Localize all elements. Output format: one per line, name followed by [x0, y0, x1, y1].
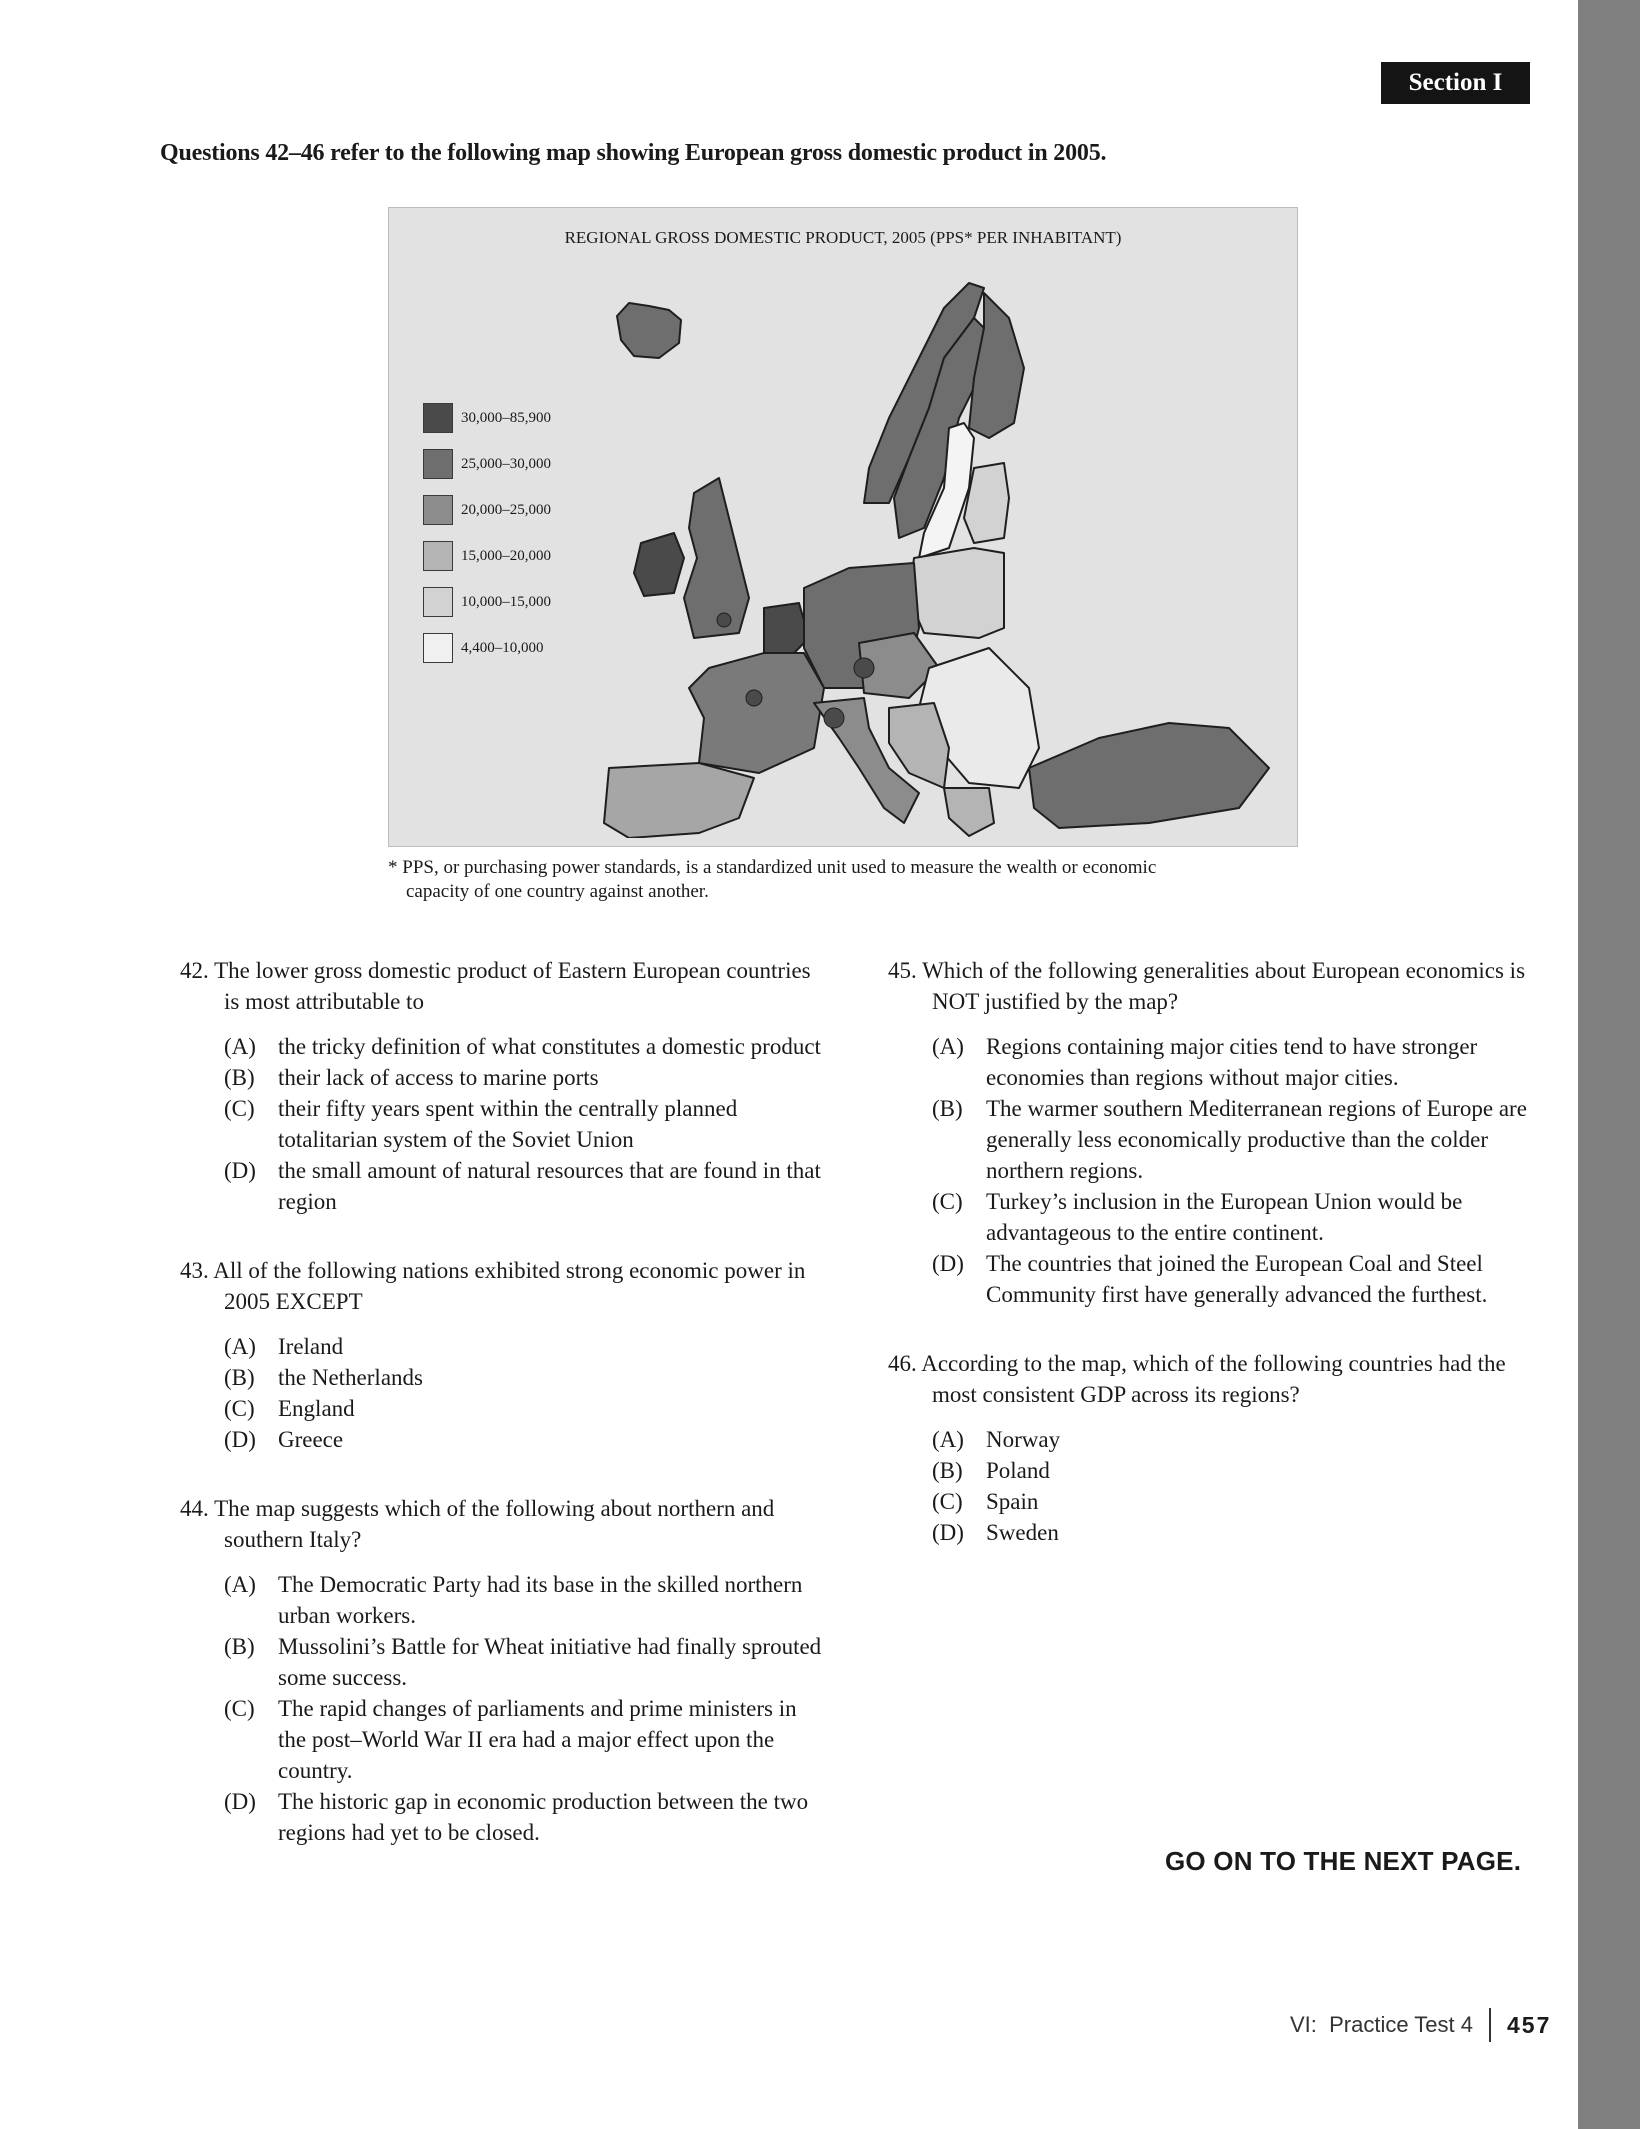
page-number: 457 — [1507, 2011, 1552, 2038]
answer-choice[interactable] — [224, 1062, 830, 1093]
answer-choice[interactable] — [932, 1486, 1533, 1517]
map-footnote — [388, 856, 1288, 904]
answer-choice[interactable] — [224, 1569, 830, 1631]
footer-chapter: VI: Practice Test 4 — [1290, 2012, 1474, 2037]
answer-choice[interactable] — [224, 1693, 830, 1786]
question-stem — [180, 1493, 830, 1555]
region-uk — [684, 478, 749, 638]
choice-text: their lack of access to marine ports — [278, 1065, 599, 1090]
answer-choice[interactable] — [932, 1424, 1533, 1455]
choice-text: Mussolini’s Battle for Wheat initiative had finally sprouted some success. — [278, 1634, 822, 1690]
region-south-germany — [854, 658, 874, 678]
legend-item — [423, 441, 551, 487]
choice-letter: (B) — [932, 1096, 963, 1121]
question-number: 45. — [888, 958, 917, 983]
region-france — [689, 653, 824, 773]
answer-choices — [180, 1031, 830, 1217]
question-number: 46. — [888, 1351, 917, 1376]
question-text: According to the map, which of the following countries had the most consistent GDP across its regions? — [921, 1351, 1506, 1407]
legend-swatch — [423, 495, 453, 525]
answer-choice[interactable] — [224, 1393, 830, 1424]
question-text: All of the following nations exhibited strong economic power in 2005 EXCEPT — [213, 1258, 806, 1314]
choice-text: Regions containing major cities tend to have stronger economies than regions without major cities. — [986, 1034, 1478, 1090]
region-london — [717, 613, 731, 627]
question-number: 44. — [180, 1496, 209, 1521]
question-number: 43. — [180, 1258, 209, 1283]
choice-letter: (B) — [224, 1634, 255, 1659]
page-footer — [1290, 2008, 1551, 2042]
legend-label: 10,000–15,000 — [461, 593, 551, 610]
question-stem — [888, 1348, 1533, 1410]
section-tab: Section I — [1381, 62, 1530, 104]
choice-letter: (A) — [932, 1034, 964, 1059]
choice-text: Spain — [986, 1489, 1039, 1514]
choice-text: The historic gap in economic production between the two regions had yet to be closed. — [278, 1789, 809, 1845]
choice-letter: (C) — [224, 1096, 255, 1121]
region-greece — [944, 788, 994, 836]
choice-text: The Democratic Party had its base in the skilled northern urban workers. — [278, 1572, 803, 1628]
choice-text: Poland — [986, 1458, 1050, 1483]
legend-item — [423, 625, 551, 671]
map-legend — [423, 395, 551, 671]
question-stem — [180, 1255, 830, 1317]
region-iberia — [604, 763, 754, 838]
answer-choice[interactable] — [224, 1031, 830, 1062]
choice-text: The rapid changes of parliaments and prime ministers in the post–World War II era had a major effect upon the country. — [278, 1696, 797, 1783]
choice-text: Norway — [986, 1427, 1061, 1452]
question-stem — [180, 955, 830, 1017]
answer-choice[interactable] — [224, 1331, 830, 1362]
answer-choice[interactable] — [224, 1631, 830, 1693]
footnote-line-1: * PPS, or purchasing power standards, is a standardized unit used to measure the wealth or economic — [388, 857, 1157, 878]
legend-item — [423, 579, 551, 625]
question-text: Which of the following generalities about European economics is NOT justified by the map? — [922, 958, 1526, 1014]
gdp-map-figure — [388, 207, 1298, 847]
choice-letter: (C) — [932, 1189, 963, 1214]
region-ireland — [634, 533, 684, 596]
choice-text: the tricky definition of what constitutes a domestic product — [278, 1034, 821, 1059]
legend-swatch — [423, 633, 453, 663]
footer-divider — [1489, 2008, 1491, 2042]
answer-choices — [888, 1031, 1533, 1310]
question-42 — [180, 955, 830, 1217]
choice-text: the small amount of natural resources that are found in that region — [278, 1158, 821, 1214]
choice-text: the Netherlands — [278, 1365, 423, 1390]
answer-choice[interactable] — [224, 1362, 830, 1393]
region-benelux — [764, 603, 809, 658]
region-north-italy — [824, 708, 844, 728]
region-poland — [909, 548, 1004, 638]
question-46 — [888, 1348, 1533, 1548]
region-turkey — [1029, 723, 1269, 828]
region-paris — [746, 690, 762, 706]
legend-label: 15,000–20,000 — [461, 547, 551, 564]
question-44 — [180, 1493, 830, 1848]
right-column — [888, 955, 1533, 1586]
legend-swatch — [423, 587, 453, 617]
region-finland — [969, 293, 1024, 438]
answer-choice[interactable] — [932, 1031, 1533, 1093]
legend-item — [423, 487, 551, 533]
choice-text: their fifty years spent within the centrally planned totalitarian system of the Soviet Union — [278, 1096, 738, 1152]
choice-letter: (B) — [224, 1065, 255, 1090]
answer-choice[interactable] — [224, 1786, 830, 1848]
legend-label: 25,000–30,000 — [461, 455, 551, 472]
legend-swatch — [423, 541, 453, 571]
choice-letter: (C) — [224, 1696, 255, 1721]
answer-choice[interactable] — [224, 1424, 830, 1455]
choice-letter: (C) — [224, 1396, 255, 1421]
europe-map — [589, 248, 1289, 838]
choice-text: Ireland — [278, 1334, 344, 1359]
choice-letter: (D) — [932, 1520, 964, 1545]
choice-letter: (D) — [224, 1427, 256, 1452]
question-stem — [888, 955, 1533, 1017]
choice-letter: (A) — [932, 1427, 964, 1452]
go-on-next-page: GO ON TO THE NEXT PAGE. — [1165, 1846, 1522, 1876]
answer-choices — [180, 1569, 830, 1848]
question-number: 42. — [180, 958, 209, 983]
legend-item — [423, 533, 551, 579]
choice-letter: (D) — [224, 1789, 256, 1814]
answer-choice[interactable] — [932, 1248, 1533, 1310]
choice-text: England — [278, 1396, 355, 1421]
answer-choice[interactable] — [932, 1186, 1533, 1248]
answer-choice[interactable] — [932, 1455, 1533, 1486]
legend-label: 30,000–85,900 — [461, 409, 551, 426]
question-text: The map suggests which of the following about northern and southern Italy? — [214, 1496, 775, 1552]
choice-text: Sweden — [986, 1520, 1059, 1545]
choice-letter: (C) — [932, 1489, 963, 1514]
legend-label: 4,400–10,000 — [461, 639, 544, 656]
answer-choices — [180, 1331, 830, 1455]
choice-letter: (B) — [224, 1365, 255, 1390]
answer-choice[interactable] — [224, 1155, 830, 1217]
legend-item — [423, 395, 551, 441]
question-text: The lower gross domestic product of Eastern European countries is most attributable to — [214, 958, 811, 1014]
choice-letter: (A) — [224, 1034, 256, 1059]
choice-text: Turkey’s inclusion in the European Union would be advantageous to the entire continent. — [986, 1189, 1463, 1245]
answer-choice[interactable] — [224, 1093, 830, 1155]
region-iceland — [617, 303, 681, 358]
page-edge-bar — [1578, 0, 1640, 2129]
choice-letter: (D) — [224, 1158, 256, 1183]
choice-letter: (A) — [224, 1334, 256, 1359]
legend-swatch — [423, 403, 453, 433]
choice-text: The countries that joined the European Coal and Steel Community first have generally advanced the furthest. — [986, 1251, 1488, 1307]
choice-letter: (D) — [932, 1251, 964, 1276]
question-45 — [888, 955, 1533, 1310]
legend-label: 20,000–25,000 — [461, 501, 551, 518]
questions-intro: Questions 42–46 refer to the following map showing European gross domestic product in 2005. — [160, 140, 1107, 166]
answer-choice[interactable] — [932, 1517, 1533, 1548]
map-title: REGIONAL GROSS DOMESTIC PRODUCT, 2005 (PPS* PER INHABITANT) — [564, 228, 1122, 247]
left-column — [180, 955, 830, 1886]
choice-text: The warmer southern Mediterranean regions of Europe are generally less economically productive than the colder northern regions. — [986, 1096, 1527, 1183]
footnote-line-2: capacity of one country against another. — [406, 881, 709, 902]
answer-choices — [888, 1424, 1533, 1548]
answer-choice[interactable] — [932, 1093, 1533, 1186]
question-43 — [180, 1255, 830, 1455]
choice-letter: (B) — [932, 1458, 963, 1483]
legend-swatch — [423, 449, 453, 479]
choice-text: Greece — [278, 1427, 344, 1452]
choice-letter: (A) — [224, 1572, 256, 1597]
